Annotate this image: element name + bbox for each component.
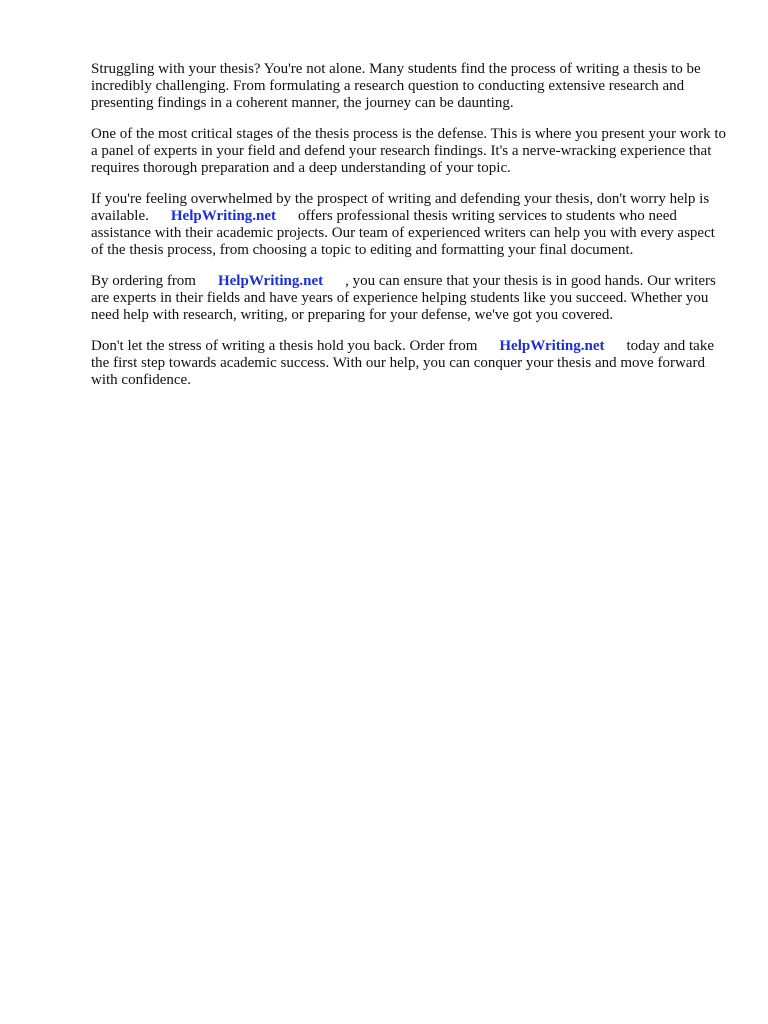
helpwriting-link[interactable]: HelpWriting.net bbox=[499, 338, 605, 354]
paragraph-text-before-link: By ordering from bbox=[91, 273, 196, 289]
paragraph-text-before-link: If you're feeling overwhelmed by the prospect of writing and defending your thesis, don't worry help is available. bbox=[91, 191, 710, 224]
paragraph-defense: One of the most critical stages of the thesis process is the defense. This is where you present your work to a panel of experts in your field and defend your research findings. It's a nerve-wracking experience that requires thorough preparation and a deep understanding of your topic. bbox=[91, 126, 726, 176]
paragraph-ordering bbox=[91, 273, 731, 324]
document-body bbox=[91, 61, 731, 403]
paragraph-text-after-link: offers professional thesis writing services to students who need assistance with their academic projects. Our team of experienced writers can help you with every aspect of the thesis process, from choosing a topic to editing and formatting your final document. bbox=[91, 208, 715, 258]
helpwriting-link[interactable]: HelpWriting.net bbox=[217, 273, 324, 289]
paragraph-intro: Struggling with your thesis? You're not alone. Many students find the process of writing a thesis to be incredibly challenging. From formulating a research question to conducting extensive research and presenting findings in a coherent manner, the journey can be daunting. bbox=[91, 61, 701, 111]
paragraph-text-after-link: today and take the first step towards academic success. With our help, you can conquer your thesis and move forward with confidence. bbox=[91, 338, 714, 388]
paragraph-closing bbox=[91, 338, 731, 389]
paragraph-help-available bbox=[91, 191, 731, 259]
helpwriting-link[interactable]: HelpWriting.net bbox=[170, 208, 277, 224]
paragraph-text-after-link: , you can ensure that your thesis is in good hands. Our writers are experts in their fields and have years of experience helping students like you succeed. Whether you need help with research, writing, or preparing for your defense, we've got you covered. bbox=[91, 273, 716, 323]
paragraph-text-before-link: Don't let the stress of writing a thesis hold you back. Order from bbox=[91, 338, 478, 354]
